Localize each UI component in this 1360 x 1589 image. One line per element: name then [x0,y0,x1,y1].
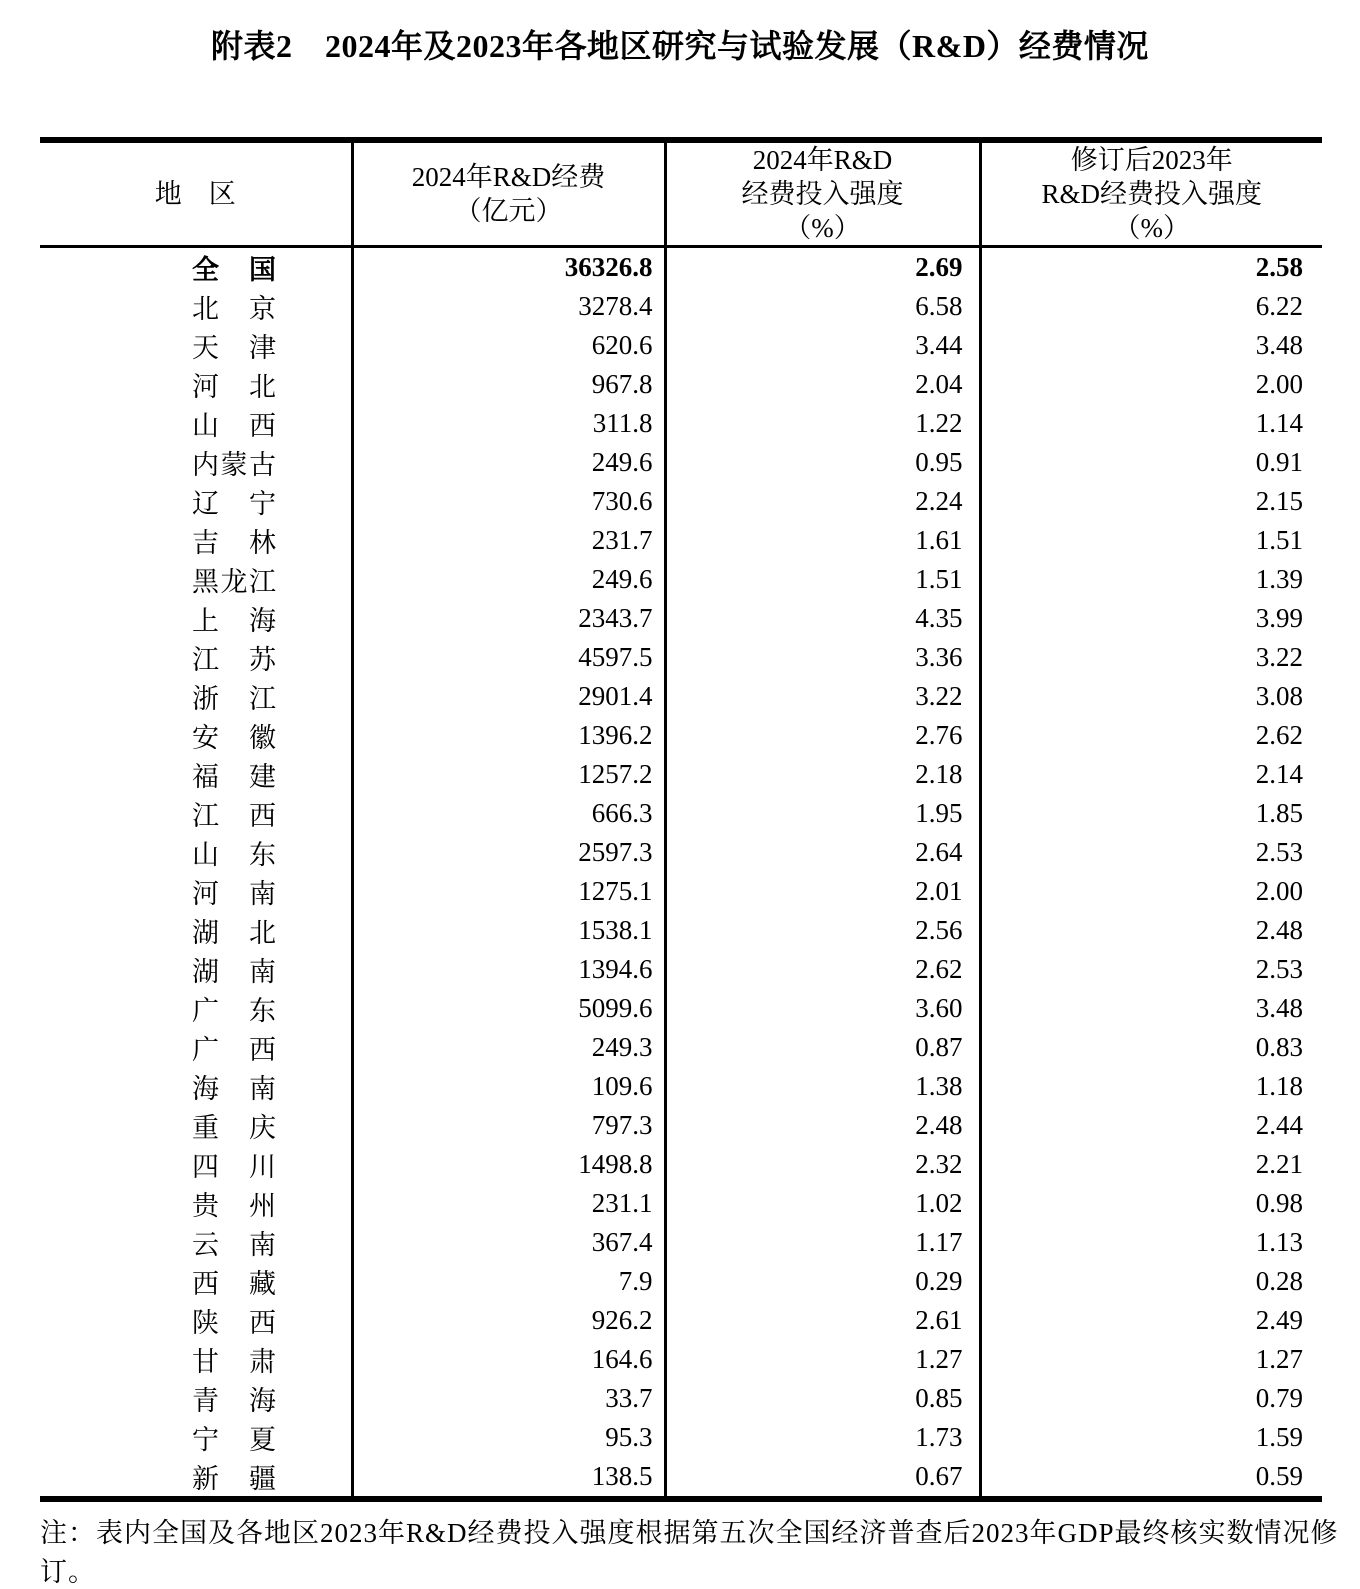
intensity-2023-value: 3.08 [980,677,1322,716]
table-row [40,1067,1322,1106]
intensity-2023-value: 2.58 [980,247,1322,288]
rd-2024-value: 620.6 [352,326,665,365]
region-name-char: 川 [249,1152,276,1182]
intensity-2024-value: 0.95 [665,443,980,482]
region-name-char: 东 [249,996,276,1026]
intensity-2023-value: 2.53 [980,950,1322,989]
region-name [192,677,276,716]
region-cell [40,1223,352,1262]
rd-2024-value: 249.6 [352,560,665,599]
rd-2024-value: 231.7 [352,521,665,560]
table-row [40,1457,1322,1499]
header-intensity-2023-line1: 修订后2023年 [1070,145,1233,175]
region-cell [40,599,352,638]
header-intensity-2024 [665,140,980,247]
region-name-char: 广 [192,1035,219,1065]
region-name [192,521,276,560]
intensity-2024-value: 0.87 [665,1028,980,1067]
table-row [40,365,1322,404]
region-cell [40,989,352,1028]
region-name-char: 宁 [192,1425,219,1455]
rd-2024-value: 311.8 [352,404,665,443]
region-name [192,638,276,677]
table-row [40,443,1322,482]
region-name-char: 江 [249,567,276,597]
intensity-2023-value: 6.22 [980,287,1322,326]
region-name-char: 河 [192,879,219,909]
region-name-char: 津 [249,333,276,363]
rd-2024-value: 2901.4 [352,677,665,716]
region-cell [40,1457,352,1499]
region-name [192,560,276,599]
region-name-char: 州 [249,1191,276,1221]
rd-2024-value: 249.3 [352,1028,665,1067]
rd-2024-value: 1394.6 [352,950,665,989]
intensity-2024-value: 2.48 [665,1106,980,1145]
region-cell [40,247,352,288]
region-name-char: 山 [192,840,219,870]
intensity-2023-value: 2.53 [980,833,1322,872]
intensity-2023-value: 1.51 [980,521,1322,560]
region-cell [40,1262,352,1301]
region-name-char: 建 [249,762,276,792]
region-name [192,1145,276,1184]
intensity-2023-value: 3.48 [980,989,1322,1028]
region-name-char: 西 [249,1308,276,1338]
region-name-char: 贵 [192,1191,219,1221]
header-intensity-2023-line2: R&D经费投入强度 [1041,179,1262,209]
region-cell [40,1340,352,1379]
region-cell [40,365,352,404]
rd-2024-value: 231.1 [352,1184,665,1223]
region-name [192,872,276,911]
page-title: 附表2 2024年及2023年各地区研究与试验发展（R&D）经费情况 [211,28,1149,64]
table-row [40,1262,1322,1301]
table-row [40,521,1322,560]
region-name-char: 辽 [192,489,219,519]
table-row [40,326,1322,365]
intensity-2024-value: 1.27 [665,1340,980,1379]
intensity-2024-value: 1.38 [665,1067,980,1106]
intensity-2023-value: 2.15 [980,482,1322,521]
intensity-2023-value: 3.48 [980,326,1322,365]
region-name-char: 海 [192,1074,219,1104]
region-name-char: 全 [192,255,219,285]
intensity-2024-value: 2.56 [665,911,980,950]
intensity-2024-value: 2.76 [665,716,980,755]
region-name-char: 湖 [192,918,219,948]
intensity-2023-value: 0.91 [980,443,1322,482]
table-row [40,872,1322,911]
region-name [192,287,276,326]
intensity-2024-value: 3.22 [665,677,980,716]
region-name [192,1223,276,1262]
header-intensity-2024-line1: 2024年R&D [752,145,893,175]
region-name-char: 重 [192,1113,219,1143]
table-row [40,638,1322,677]
intensity-2023-value: 2.44 [980,1106,1322,1145]
region-name-char: 北 [249,372,276,402]
region-name-char: 内 [192,450,219,480]
rd-2024-value: 2343.7 [352,599,665,638]
region-name-char: 江 [249,684,276,714]
region-name-char: 湖 [192,957,219,987]
region-name [192,716,276,755]
intensity-2023-value: 0.98 [980,1184,1322,1223]
region-name-char: 东 [249,840,276,870]
region-cell [40,911,352,950]
region-name [192,794,276,833]
rd-2024-value: 109.6 [352,1067,665,1106]
intensity-2023-value: 2.00 [980,872,1322,911]
rd-2024-value: 7.9 [352,1262,665,1301]
table-row [40,755,1322,794]
region-name-char: 陕 [192,1308,219,1338]
region-cell [40,1106,352,1145]
region-name-char: 宁 [249,489,276,519]
header-rd-2024-line2: （亿元） [454,196,563,226]
intensity-2024-value: 1.02 [665,1184,980,1223]
rd-2024-value: 797.3 [352,1106,665,1145]
rd-2024-value: 36326.8 [352,247,665,288]
region-name-char: 南 [249,1230,276,1260]
rd-2024-value: 926.2 [352,1301,665,1340]
region-name-char: 海 [249,1386,276,1416]
header-intensity-2023-line3: （%） [1113,213,1190,243]
region-name [192,599,276,638]
region-name [192,755,276,794]
intensity-2023-value: 1.59 [980,1418,1322,1457]
rd-2024-value: 249.6 [352,443,665,482]
region-cell [40,872,352,911]
region-name-char: 蒙 [220,450,248,480]
rd-2024-value: 138.5 [352,1457,665,1499]
table-row [40,1418,1322,1457]
header-intensity-2023 [980,140,1322,247]
rd-2024-value: 967.8 [352,365,665,404]
region-cell [40,443,352,482]
region-cell [40,560,352,599]
table-row [40,989,1322,1028]
region-name-char: 北 [249,918,276,948]
region-name-char: 广 [192,996,219,1026]
table-row [40,833,1322,872]
table-row [40,599,1322,638]
table-row [40,950,1322,989]
table-row [40,1301,1322,1340]
region-name [192,443,276,482]
header-rd-2024 [352,140,665,247]
intensity-2023-value: 1.85 [980,794,1322,833]
region-name-char: 藏 [249,1269,276,1299]
region-name [192,482,276,521]
table-body [40,247,1322,1500]
region-name [192,1301,276,1340]
region-name-char: 上 [192,606,219,636]
region-name-char: 南 [249,879,276,909]
region-name-char: 福 [192,762,219,792]
region-name [192,1067,276,1106]
intensity-2024-value: 2.69 [665,247,980,288]
intensity-2023-value: 0.79 [980,1379,1322,1418]
region-cell [40,1379,352,1418]
table-row [40,1028,1322,1067]
region-cell [40,1145,352,1184]
region-name-char: 夏 [249,1425,276,1455]
intensity-2023-value: 0.83 [980,1028,1322,1067]
region-name-char: 浙 [192,684,219,714]
intensity-2024-value: 4.35 [665,599,980,638]
region-name-char: 疆 [249,1464,276,1494]
region-name-char: 河 [192,372,219,402]
region-name [192,950,276,989]
region-name-char: 西 [249,801,276,831]
table-row [40,560,1322,599]
header-intensity-2024-line3: （%） [784,213,861,243]
intensity-2024-value: 1.51 [665,560,980,599]
region-name-char: 青 [192,1386,219,1416]
region-name [192,1340,276,1379]
region-name [192,1184,276,1223]
rd-expenditure-table [40,137,1322,1502]
intensity-2024-value: 2.01 [665,872,980,911]
intensity-2024-value: 1.17 [665,1223,980,1262]
region-cell [40,1301,352,1340]
intensity-2024-value: 1.22 [665,404,980,443]
table-row [40,1340,1322,1379]
region-cell [40,794,352,833]
region-cell [40,287,352,326]
intensity-2023-value: 2.14 [980,755,1322,794]
region-name-char: 江 [192,645,219,675]
table-row [40,482,1322,521]
region-name-char: 南 [249,957,276,987]
table-header [40,140,1322,247]
region-cell [40,404,352,443]
intensity-2024-value: 3.36 [665,638,980,677]
region-cell [40,677,352,716]
region-name [192,326,276,365]
intensity-2023-value: 2.21 [980,1145,1322,1184]
region-name [192,989,276,1028]
region-name-char: 安 [192,723,219,753]
region-cell [40,638,352,677]
region-cell [40,833,352,872]
table-row [40,247,1322,288]
header-rd-2024-line1: 2024年R&D经费 [411,162,606,192]
rd-2024-value: 367.4 [352,1223,665,1262]
intensity-2024-value: 6.58 [665,287,980,326]
intensity-2023-value: 0.28 [980,1262,1322,1301]
intensity-2023-value: 1.39 [980,560,1322,599]
rd-2024-value: 666.3 [352,794,665,833]
rd-2024-value: 2597.3 [352,833,665,872]
rd-2024-value: 164.6 [352,1340,665,1379]
region-name-char: 海 [249,606,276,636]
intensity-2023-value: 1.13 [980,1223,1322,1262]
region-name-char: 新 [192,1464,219,1494]
rd-2024-value: 3278.4 [352,287,665,326]
region-name-char: 庆 [249,1113,276,1143]
rd-2024-value: 1538.1 [352,911,665,950]
region-name [192,1028,276,1067]
region-name-char: 吉 [192,528,219,558]
region-cell [40,521,352,560]
region-name [192,1262,276,1301]
intensity-2024-value: 2.04 [665,365,980,404]
region-cell [40,716,352,755]
region-name-char: 四 [192,1152,219,1182]
rd-2024-value: 33.7 [352,1379,665,1418]
region-name-char: 肃 [249,1347,276,1377]
intensity-2023-value: 1.18 [980,1067,1322,1106]
intensity-2024-value: 2.62 [665,950,980,989]
region-cell [40,326,352,365]
region-name [192,248,276,287]
region-name [192,1106,276,1145]
intensity-2024-value: 0.29 [665,1262,980,1301]
table-row [40,794,1322,833]
region-name-char: 徽 [249,723,276,753]
intensity-2024-value: 3.44 [665,326,980,365]
intensity-2024-value: 2.18 [665,755,980,794]
region-name-char: 天 [192,333,219,363]
region-name-char: 古 [249,450,276,480]
rd-2024-value: 1257.2 [352,755,665,794]
rd-2024-value: 95.3 [352,1418,665,1457]
rd-2024-value: 730.6 [352,482,665,521]
region-cell [40,1067,352,1106]
intensity-2023-value: 2.00 [980,365,1322,404]
table-row [40,911,1322,950]
region-name-char: 南 [249,1074,276,1104]
region-name [192,365,276,404]
region-name [192,911,276,950]
table-row [40,1184,1322,1223]
intensity-2023-value: 3.22 [980,638,1322,677]
intensity-2023-value: 2.48 [980,911,1322,950]
intensity-2023-value: 3.99 [980,599,1322,638]
table-row [40,287,1322,326]
region-name-char: 西 [192,1269,219,1299]
intensity-2024-value: 2.61 [665,1301,980,1340]
header-region: 地 区 [40,140,352,247]
region-name-char: 龙 [220,567,248,597]
header-intensity-2024-line2: 经费投入强度 [741,179,904,209]
table-row [40,404,1322,443]
region-name-char: 西 [249,1035,276,1065]
intensity-2024-value: 2.64 [665,833,980,872]
region-name-char: 山 [192,411,219,441]
intensity-2024-value: 3.60 [665,989,980,1028]
region-cell [40,482,352,521]
rd-2024-value: 5099.6 [352,989,665,1028]
intensity-2023-value: 0.59 [980,1457,1322,1499]
table-row [40,1223,1322,1262]
intensity-2024-value: 1.73 [665,1418,980,1457]
intensity-2024-value: 1.61 [665,521,980,560]
table-row [40,1145,1322,1184]
region-cell [40,1184,352,1223]
region-cell [40,950,352,989]
region-name-char: 甘 [192,1347,219,1377]
region-name [192,1418,276,1457]
region-name [192,404,276,443]
intensity-2023-value: 1.27 [980,1340,1322,1379]
intensity-2024-value: 0.85 [665,1379,980,1418]
region-name [192,833,276,872]
intensity-2024-value: 2.24 [665,482,980,521]
table-row [40,1379,1322,1418]
region-cell [40,1418,352,1457]
rd-2024-value: 4597.5 [352,638,665,677]
table-row [40,716,1322,755]
table-header-row [40,140,1322,247]
region-name-char: 西 [249,411,276,441]
intensity-2023-value: 2.62 [980,716,1322,755]
region-cell [40,755,352,794]
intensity-2024-value: 2.32 [665,1145,980,1184]
table-row [40,677,1322,716]
rd-2024-value: 1396.2 [352,716,665,755]
intensity-2023-value: 1.14 [980,404,1322,443]
region-name [192,1457,276,1496]
rd-2024-value: 1498.8 [352,1145,665,1184]
region-name-char: 苏 [249,645,276,675]
region-name-char: 黑 [192,567,219,597]
region-name-char: 国 [249,255,276,285]
region-name-char: 北 [192,294,219,324]
rd-2024-value: 1275.1 [352,872,665,911]
footnote: 注：表内全国及各地区2023年R&D经费投入强度根据第五次全国经济普查后2023年GDP最终核实数情况修订。 [40,1518,1339,1587]
region-name-char: 云 [192,1230,219,1260]
region-cell [40,1028,352,1067]
region-name [192,1379,276,1418]
intensity-2023-value: 2.49 [980,1301,1322,1340]
region-name-char: 京 [249,294,276,324]
intensity-2024-value: 1.95 [665,794,980,833]
region-name-char: 江 [192,801,219,831]
table-row [40,1106,1322,1145]
intensity-2024-value: 0.67 [665,1457,980,1499]
region-name-char: 林 [249,528,276,558]
